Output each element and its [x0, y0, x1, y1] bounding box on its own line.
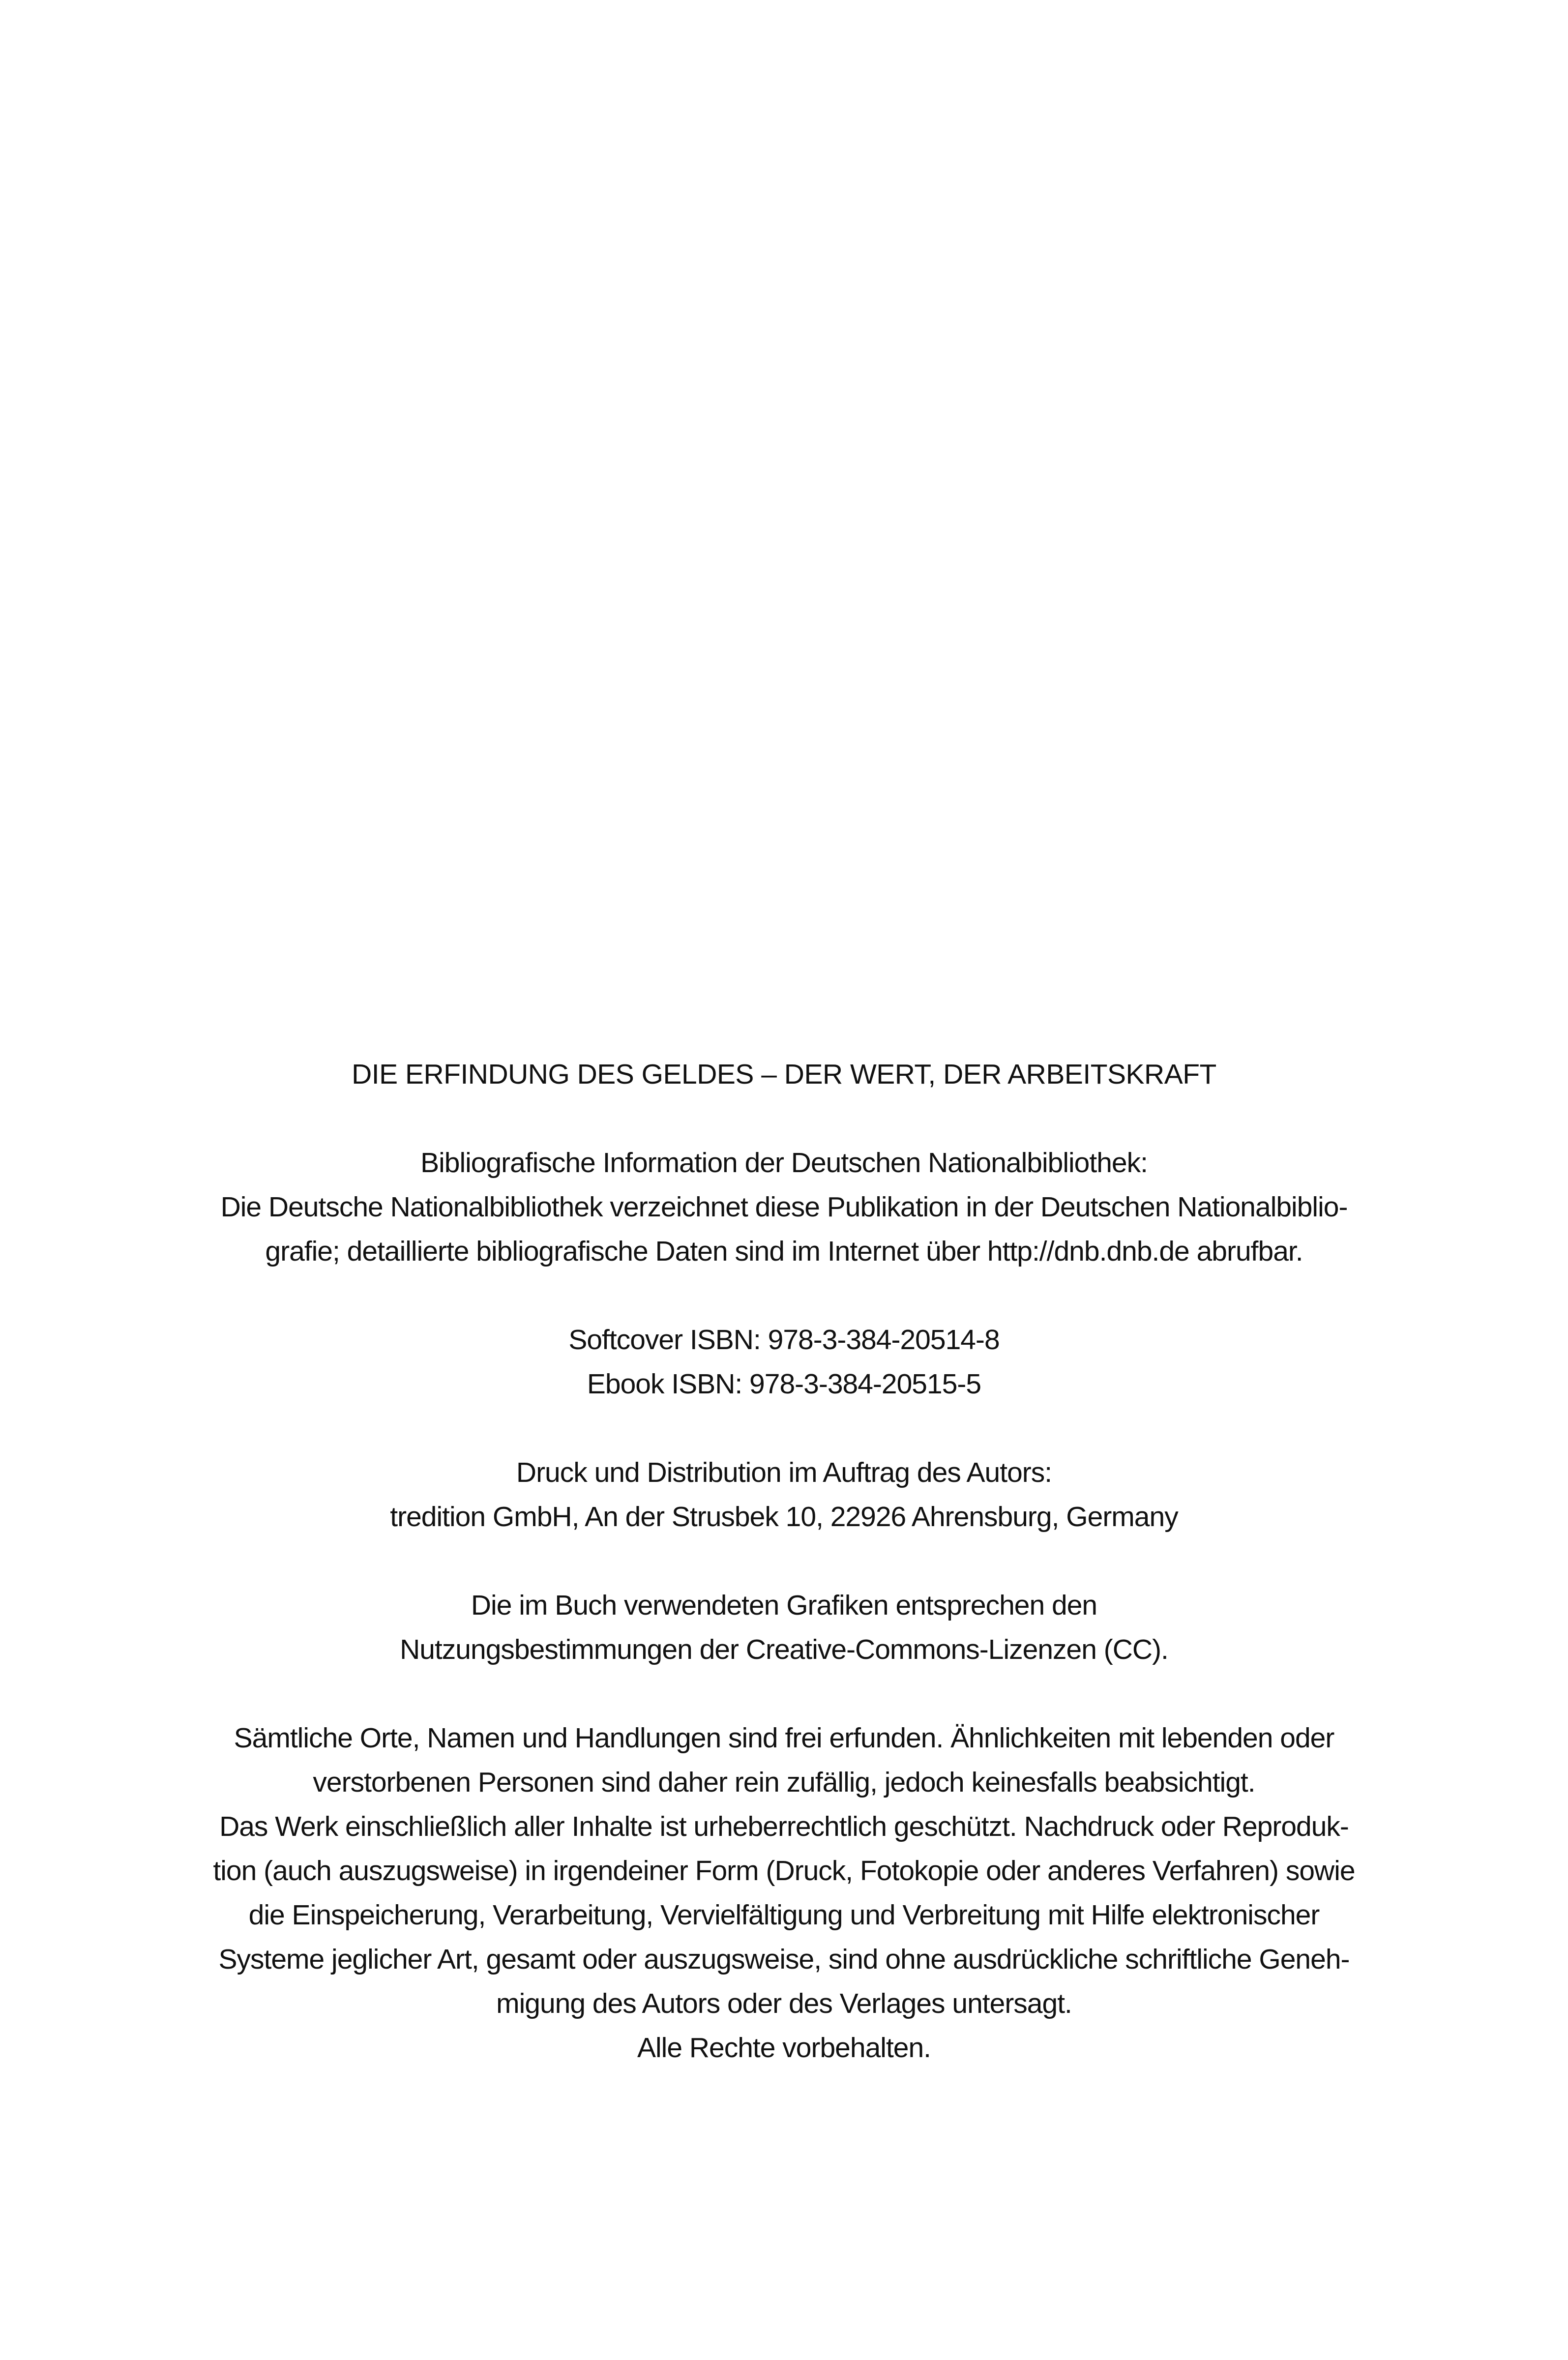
- isbn-ebook: Ebook ISBN: 978-3-384-20515-5: [587, 1368, 981, 1400]
- spacer: [0, 1672, 1568, 1716]
- legal-line: tion (auch auszugsweise) in irgendeiner Form (Druck, Fotokopie oder anderes Verfahren) sowie: [213, 1855, 1355, 1887]
- isbn-softcover: Softcover ISBN: 978-3-384-20514-8: [568, 1324, 1000, 1356]
- distribution-line: Druck und Distribution im Auftrag des Autors:: [516, 1457, 1052, 1488]
- legal-line: migung des Autors oder des Verlages untersagt.: [496, 1988, 1072, 2019]
- spacer: [0, 1273, 1568, 1318]
- bibliographic-line: Bibliografische Information der Deutschen Nationalbibliothek:: [420, 1147, 1148, 1179]
- legal-line: Systeme jeglicher Art, gesamt oder auszugsweise, sind ohne ausdrückliche schriftliche Geneh-: [218, 1944, 1350, 1975]
- spacer: [0, 1406, 1568, 1450]
- graphics-notice-line: Nutzungsbestimmungen der Creative-Commons-Lizenzen (CC).: [400, 1634, 1168, 1665]
- book-title: DIE ERFINDUNG DES GELDES – DER WERT, DER ARBEITSKRAFT: [352, 1059, 1216, 1090]
- legal-line: die Einspeicherung, Verarbeitung, Vervielfältigung und Verbreitung mit Hilfe elektronischer: [248, 1899, 1320, 1931]
- bibliographic-line: Die Deutsche Nationalbibliothek verzeichnet diese Publikation in der Deutschen Nationalbiblio-: [220, 1191, 1348, 1223]
- imprint-block: [0, 1052, 1568, 2070]
- legal-line: verstorbenen Personen sind daher rein zufällig, jedoch keinesfalls beabsichtigt.: [313, 1767, 1255, 1798]
- legal-line: Das Werk einschließlich aller Inhalte ist urheberrechtlich geschützt. Nachdruck oder Reproduk-: [219, 1811, 1349, 1842]
- rights-reserved: Alle Rechte vorbehalten.: [637, 2032, 931, 2064]
- bibliographic-line: grafie; detaillierte bibliografische Daten sind im Internet über http://dnb.dnb.de abrufbar.: [265, 1236, 1303, 1267]
- graphics-notice-line: Die im Buch verwendeten Grafiken entsprechen den: [471, 1590, 1097, 1621]
- spacer: [0, 1539, 1568, 1583]
- legal-line: Sämtliche Orte, Namen und Handlungen sind frei erfunden. Ähnlichkeiten mit lebenden oder: [234, 1722, 1334, 1754]
- spacer: [0, 1096, 1568, 1141]
- publisher-address: tredition GmbH, An der Strusbek 10, 22926 Ahrensburg, Germany: [390, 1501, 1178, 1533]
